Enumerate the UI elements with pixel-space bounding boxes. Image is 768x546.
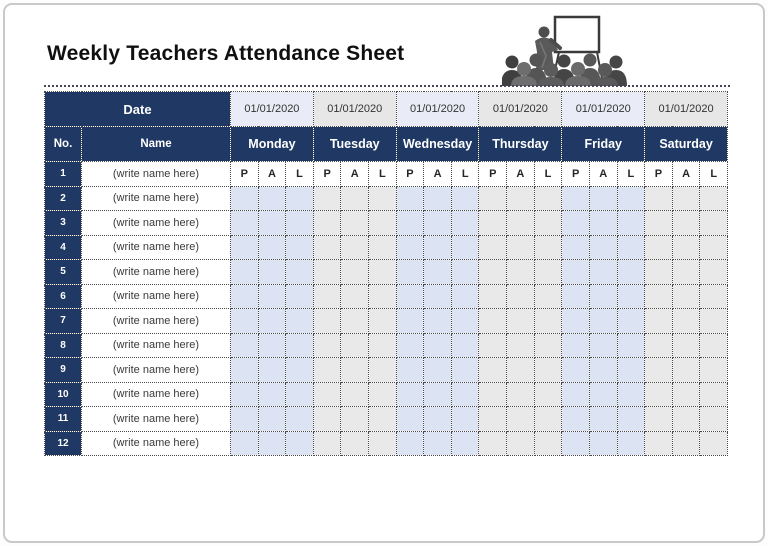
attendance-cell[interactable]: [286, 431, 314, 456]
attendance-cell[interactable]: [507, 211, 535, 236]
attendance-cell[interactable]: [617, 186, 645, 211]
name-cell[interactable]: (write name here): [82, 186, 231, 211]
attendance-cell[interactable]: [589, 260, 617, 285]
name-cell[interactable]: (write name here): [82, 382, 231, 407]
row-number-cell: 12: [45, 431, 82, 456]
date-cell[interactable]: 01/01/2020: [645, 92, 728, 127]
date-cell[interactable]: 01/01/2020: [562, 92, 645, 127]
attendance-cell[interactable]: [313, 211, 341, 236]
attendance-cell[interactable]: [424, 211, 452, 236]
attendance-cell[interactable]: [700, 260, 728, 285]
attendance-cell[interactable]: [700, 358, 728, 383]
attendance-code-cell[interactable]: L: [700, 162, 728, 187]
attendance-cell[interactable]: [451, 431, 479, 456]
attendance-cell[interactable]: [589, 186, 617, 211]
attendance-cell[interactable]: [672, 407, 700, 432]
attendance-cell[interactable]: [562, 431, 590, 456]
attendance-cell[interactable]: [645, 235, 673, 260]
table-row: [45, 382, 728, 407]
attendance-cell[interactable]: [451, 260, 479, 285]
attendance-cell[interactable]: [507, 431, 535, 456]
attendance-cell[interactable]: [451, 309, 479, 334]
attendance-cell[interactable]: [672, 235, 700, 260]
name-cell[interactable]: (write name here): [82, 211, 231, 236]
attendance-cell[interactable]: [313, 358, 341, 383]
attendance-cell[interactable]: [258, 431, 286, 456]
attendance-cell[interactable]: [341, 309, 369, 334]
attendance-code-cell[interactable]: L: [369, 162, 397, 187]
attendance-cell[interactable]: [313, 309, 341, 334]
attendance-cell[interactable]: [341, 235, 369, 260]
attendance-cell[interactable]: [645, 309, 673, 334]
attendance-cell[interactable]: [286, 211, 314, 236]
attendance-code-cell[interactable]: P: [313, 162, 341, 187]
attendance-cell[interactable]: [286, 333, 314, 358]
attendance-cell[interactable]: [258, 260, 286, 285]
attendance-cell[interactable]: [231, 333, 259, 358]
attendance-cell[interactable]: [589, 235, 617, 260]
attendance-code-cell[interactable]: L: [451, 162, 479, 187]
attendance-cell[interactable]: [534, 235, 562, 260]
attendance-cell[interactable]: [534, 358, 562, 383]
attendance-cell[interactable]: [645, 431, 673, 456]
attendance-cell[interactable]: [479, 358, 507, 383]
attendance-cell[interactable]: [534, 260, 562, 285]
attendance-cell[interactable]: [617, 309, 645, 334]
table-row: [45, 333, 728, 358]
attendance-cell[interactable]: [451, 186, 479, 211]
attendance-cell[interactable]: [369, 235, 397, 260]
attendance-cell[interactable]: [231, 211, 259, 236]
attendance-code-cell[interactable]: L: [617, 162, 645, 187]
attendance-cell[interactable]: [369, 211, 397, 236]
table-row: [45, 407, 728, 432]
attendance-cell[interactable]: [258, 211, 286, 236]
attendance-cell[interactable]: [231, 309, 259, 334]
attendance-cell[interactable]: [589, 407, 617, 432]
attendance-cell[interactable]: [231, 382, 259, 407]
table-row: [45, 211, 728, 236]
attendance-cell[interactable]: [589, 358, 617, 383]
attendance-cell[interactable]: [617, 358, 645, 383]
page-title: Weekly Teachers Attendance Sheet: [47, 42, 405, 65]
attendance-cell[interactable]: [617, 235, 645, 260]
table-row: [45, 358, 728, 383]
attendance-cell[interactable]: [589, 333, 617, 358]
attendance-cell[interactable]: [286, 407, 314, 432]
attendance-cell[interactable]: [396, 211, 424, 236]
attendance-cell[interactable]: [479, 235, 507, 260]
attendance-code-cell[interactable]: L: [286, 162, 314, 187]
attendance-cell[interactable]: [534, 309, 562, 334]
attendance-code-cell[interactable]: L: [534, 162, 562, 187]
table-row: [45, 235, 728, 260]
table-row: [45, 260, 728, 285]
attendance-cell[interactable]: [424, 186, 452, 211]
attendance-cell[interactable]: [396, 186, 424, 211]
attendance-cell[interactable]: [700, 407, 728, 432]
attendance-cell[interactable]: [341, 382, 369, 407]
attendance-cell[interactable]: [589, 284, 617, 309]
attendance-cell[interactable]: [313, 333, 341, 358]
attendance-cell[interactable]: [700, 309, 728, 334]
no-column-header: No.: [45, 127, 82, 162]
attendance-cell[interactable]: [534, 211, 562, 236]
attendance-cell[interactable]: [341, 260, 369, 285]
attendance-cell[interactable]: [645, 358, 673, 383]
attendance-cell[interactable]: [231, 284, 259, 309]
attendance-cell[interactable]: [424, 407, 452, 432]
day-header-1: Tuesday: [313, 127, 396, 162]
attendance-cell[interactable]: [700, 382, 728, 407]
attendance-cell[interactable]: [507, 260, 535, 285]
attendance-cell[interactable]: [617, 211, 645, 236]
attendance-cell[interactable]: [700, 186, 728, 211]
attendance-code-cell[interactable]: A: [424, 162, 452, 187]
attendance-cell[interactable]: [258, 235, 286, 260]
attendance-cell[interactable]: [396, 333, 424, 358]
row-number-cell: 8: [45, 333, 82, 358]
attendance-cell[interactable]: [479, 309, 507, 334]
attendance-cell[interactable]: [479, 211, 507, 236]
attendance-cell[interactable]: [424, 309, 452, 334]
attendance-code-cell[interactable]: A: [589, 162, 617, 187]
attendance-cell[interactable]: [672, 284, 700, 309]
attendance-cell[interactable]: [645, 260, 673, 285]
attendance-cell[interactable]: [507, 309, 535, 334]
table-row: [45, 431, 728, 456]
attendance-cell[interactable]: [231, 260, 259, 285]
attendance-cell[interactable]: [451, 358, 479, 383]
attendance-cell[interactable]: [258, 333, 286, 358]
attendance-cell[interactable]: [396, 235, 424, 260]
name-cell[interactable]: (write name here): [82, 260, 231, 285]
attendance-cell[interactable]: [562, 358, 590, 383]
attendance-cell[interactable]: [424, 235, 452, 260]
attendance-cell[interactable]: [286, 309, 314, 334]
attendance-cell[interactable]: [231, 235, 259, 260]
attendance-cell[interactable]: [562, 260, 590, 285]
attendance-cell[interactable]: [341, 333, 369, 358]
attendance-cell[interactable]: [313, 431, 341, 456]
date-header: Date: [45, 92, 231, 127]
attendance-cell[interactable]: [562, 309, 590, 334]
attendance-cell[interactable]: [258, 284, 286, 309]
attendance-cell[interactable]: [617, 382, 645, 407]
attendance-cell[interactable]: [396, 284, 424, 309]
name-column-header: Name: [82, 127, 231, 162]
attendance-cell[interactable]: [534, 431, 562, 456]
attendance-cell[interactable]: [286, 382, 314, 407]
attendance-cell[interactable]: [562, 211, 590, 236]
attendance-cell[interactable]: [645, 211, 673, 236]
attendance-cell[interactable]: [562, 284, 590, 309]
row-number-cell: 9: [45, 358, 82, 383]
attendance-cell[interactable]: [369, 431, 397, 456]
attendance-cell[interactable]: [672, 431, 700, 456]
attendance-cell[interactable]: [617, 407, 645, 432]
name-cell[interactable]: (write name here): [82, 431, 231, 456]
classroom-presentation-icon: [502, 12, 636, 86]
attendance-code-cell[interactable]: P: [231, 162, 259, 187]
attendance-cell[interactable]: [396, 358, 424, 383]
attendance-cell[interactable]: [672, 358, 700, 383]
attendance-cell[interactable]: [534, 382, 562, 407]
attendance-cell[interactable]: [313, 284, 341, 309]
date-cell[interactable]: 01/01/2020: [231, 92, 314, 127]
attendance-cell[interactable]: [286, 284, 314, 309]
attendance-cell[interactable]: [258, 407, 286, 432]
row-number-cell: 6: [45, 284, 82, 309]
attendance-cell[interactable]: [396, 382, 424, 407]
attendance-cell[interactable]: [479, 333, 507, 358]
attendance-cell[interactable]: [424, 284, 452, 309]
table-row: [45, 186, 728, 211]
attendance-cell[interactable]: [700, 284, 728, 309]
attendance-cell[interactable]: [341, 284, 369, 309]
name-cell[interactable]: (write name here): [82, 284, 231, 309]
attendance-cell[interactable]: [479, 431, 507, 456]
date-cell[interactable]: 01/01/2020: [479, 92, 562, 127]
attendance-cell[interactable]: [424, 358, 452, 383]
attendance-cell[interactable]: [507, 407, 535, 432]
attendance-cell[interactable]: [672, 211, 700, 236]
row-number-cell: 4: [45, 235, 82, 260]
attendance-cell[interactable]: [534, 284, 562, 309]
name-cell[interactable]: (write name here): [82, 309, 231, 334]
day-header-3: Thursday: [479, 127, 562, 162]
attendance-cell[interactable]: [424, 382, 452, 407]
name-cell[interactable]: (write name here): [82, 358, 231, 383]
date-cell[interactable]: 01/01/2020: [313, 92, 396, 127]
attendance-code-cell[interactable]: P: [645, 162, 673, 187]
attendance-cell[interactable]: [507, 186, 535, 211]
attendance-cell[interactable]: [672, 382, 700, 407]
attendance-cell[interactable]: [589, 211, 617, 236]
attendance-cell[interactable]: [700, 333, 728, 358]
attendance-code-cell[interactable]: P: [562, 162, 590, 187]
attendance-cell[interactable]: [451, 382, 479, 407]
attendance-cell[interactable]: [369, 309, 397, 334]
attendance-cell[interactable]: [534, 407, 562, 432]
attendance-code-cell[interactable]: P: [396, 162, 424, 187]
attendance-code-cell[interactable]: A: [258, 162, 286, 187]
attendance-code-cell[interactable]: A: [672, 162, 700, 187]
attendance-cell[interactable]: [231, 431, 259, 456]
attendance-cell[interactable]: [369, 382, 397, 407]
attendance-cell[interactable]: [424, 260, 452, 285]
attendance-cell[interactable]: [313, 407, 341, 432]
attendance-cell[interactable]: [700, 211, 728, 236]
attendance-cell[interactable]: [645, 186, 673, 211]
attendance-cell[interactable]: [617, 260, 645, 285]
attendance-cell[interactable]: [700, 235, 728, 260]
name-cell[interactable]: (write name here): [82, 407, 231, 432]
attendance-cell[interactable]: [341, 186, 369, 211]
attendance-cell[interactable]: [562, 407, 590, 432]
attendance-cell[interactable]: [231, 407, 259, 432]
attendance-cell[interactable]: [231, 358, 259, 383]
attendance-cell[interactable]: [258, 358, 286, 383]
attendance-cell[interactable]: [700, 431, 728, 456]
attendance-cell[interactable]: [451, 407, 479, 432]
attendance-cell[interactable]: [672, 333, 700, 358]
day-header-4: Friday: [562, 127, 645, 162]
attendance-cell[interactable]: [341, 211, 369, 236]
attendance-cell[interactable]: [479, 382, 507, 407]
attendance-cell[interactable]: [424, 333, 452, 358]
attendance-cell[interactable]: [258, 186, 286, 211]
attendance-cell[interactable]: [589, 309, 617, 334]
attendance-cell[interactable]: [286, 358, 314, 383]
attendance-code-cell[interactable]: A: [507, 162, 535, 187]
attendance-cell[interactable]: [617, 431, 645, 456]
attendance-cell[interactable]: [286, 260, 314, 285]
attendance-cell[interactable]: [424, 431, 452, 456]
attendance-cell[interactable]: [451, 235, 479, 260]
attendance-cell[interactable]: [286, 235, 314, 260]
attendance-cell[interactable]: [589, 431, 617, 456]
attendance-cell[interactable]: [341, 407, 369, 432]
attendance-cell[interactable]: [231, 186, 259, 211]
table-row: [45, 162, 728, 187]
table-row: [45, 284, 728, 309]
attendance-code-cell[interactable]: P: [479, 162, 507, 187]
attendance-cell[interactable]: [396, 431, 424, 456]
attendance-cell[interactable]: [341, 358, 369, 383]
row-number-cell: 11: [45, 407, 82, 432]
row-number-cell: 1: [45, 162, 82, 187]
attendance-cell[interactable]: [507, 333, 535, 358]
attendance-cell[interactable]: [286, 186, 314, 211]
row-number-cell: 5: [45, 260, 82, 285]
attendance-cell[interactable]: [479, 407, 507, 432]
attendance-cell[interactable]: [396, 260, 424, 285]
attendance-cell[interactable]: [589, 382, 617, 407]
attendance-cell[interactable]: [617, 333, 645, 358]
attendance-cell[interactable]: [258, 309, 286, 334]
row-number-cell: 10: [45, 382, 82, 407]
attendance-cell[interactable]: [645, 382, 673, 407]
attendance-cell[interactable]: [369, 358, 397, 383]
row-number-cell: 3: [45, 211, 82, 236]
attendance-cell[interactable]: [258, 382, 286, 407]
row-number-cell: 2: [45, 186, 82, 211]
attendance-cell[interactable]: [313, 382, 341, 407]
attendance-cell[interactable]: [313, 235, 341, 260]
attendance-cell[interactable]: [645, 407, 673, 432]
name-cell[interactable]: (write name here): [82, 162, 231, 187]
attendance-cell[interactable]: [313, 260, 341, 285]
attendance-cell[interactable]: [617, 284, 645, 309]
attendance-cell[interactable]: [369, 333, 397, 358]
name-cell[interactable]: (write name here): [82, 333, 231, 358]
attendance-cell[interactable]: [451, 211, 479, 236]
attendance-cell[interactable]: [672, 186, 700, 211]
day-header-5: Saturday: [645, 127, 728, 162]
attendance-code-cell[interactable]: A: [341, 162, 369, 187]
attendance-cell[interactable]: [451, 284, 479, 309]
attendance-cell[interactable]: [479, 186, 507, 211]
attendance-cell[interactable]: [562, 186, 590, 211]
attendance-table: [44, 91, 728, 456]
attendance-cell[interactable]: [507, 284, 535, 309]
attendance-cell[interactable]: [507, 235, 535, 260]
attendance-cell[interactable]: [451, 333, 479, 358]
attendance-cell[interactable]: [645, 284, 673, 309]
attendance-cell[interactable]: [507, 358, 535, 383]
attendance-cell[interactable]: [672, 260, 700, 285]
attendance-cell[interactable]: [672, 309, 700, 334]
attendance-cell[interactable]: [396, 407, 424, 432]
attendance-cell[interactable]: [534, 186, 562, 211]
row-number-cell: 7: [45, 309, 82, 334]
attendance-cell[interactable]: [562, 382, 590, 407]
attendance-cell[interactable]: [507, 382, 535, 407]
attendance-cell[interactable]: [369, 407, 397, 432]
attendance-cell[interactable]: [396, 309, 424, 334]
attendance-cell[interactable]: [341, 431, 369, 456]
attendance-cell[interactable]: [534, 333, 562, 358]
attendance-cell[interactable]: [562, 235, 590, 260]
date-cell[interactable]: 01/01/2020: [396, 92, 479, 127]
attendance-cell[interactable]: [645, 333, 673, 358]
attendance-cell[interactable]: [369, 186, 397, 211]
table-row: [45, 309, 728, 334]
dotted-divider: [44, 85, 730, 87]
attendance-cell[interactable]: [369, 260, 397, 285]
attendance-cell[interactable]: [369, 284, 397, 309]
day-header-0: Monday: [231, 127, 314, 162]
attendance-cell[interactable]: [479, 284, 507, 309]
attendance-cell[interactable]: [479, 260, 507, 285]
attendance-cell[interactable]: [562, 333, 590, 358]
day-header-2: Wednesday: [396, 127, 479, 162]
name-cell[interactable]: (write name here): [82, 235, 231, 260]
attendance-cell[interactable]: [313, 186, 341, 211]
